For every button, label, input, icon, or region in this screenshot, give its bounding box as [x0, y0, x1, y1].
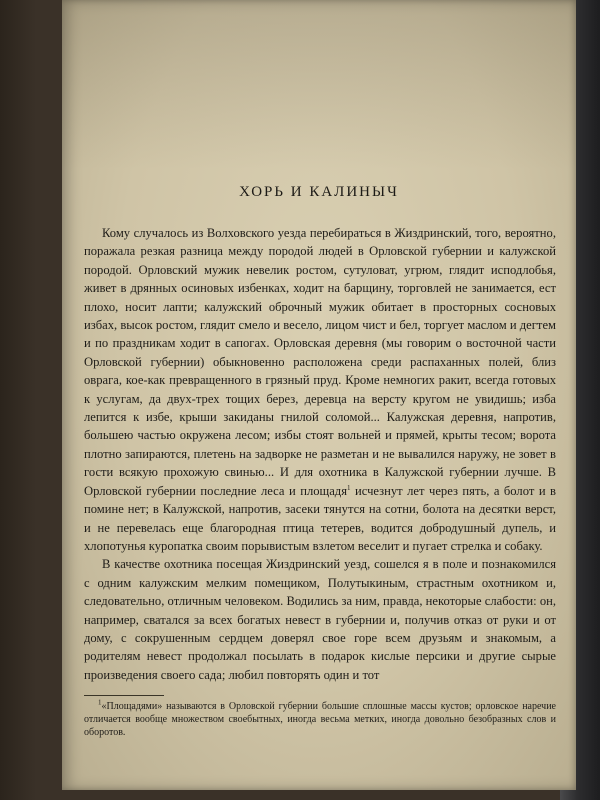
footnote-number: 1: [98, 698, 102, 707]
book-page: [62, 0, 576, 790]
footnote-text: «Площадями» называются в Орловской губернии большие сплошные массы кустов; орловское наречие отличается вообще множеством своебытных, иногда весьма метких, иногда довольно безобразных слов и оборотов.: [84, 701, 556, 738]
page-shadow: [62, 0, 576, 170]
footnote-separator: [84, 695, 164, 696]
footnote-marker: 1: [347, 483, 351, 492]
footnote: [84, 700, 556, 739]
paragraph-1: Кому случалось из Волховского уезда перебираться в Жиздринский, того, вероятно, поражала резкая разница между породой людей в Орловской губернии и калужской породой. Орловский мужик невелик ростом, сутуловат, угрюм, глядит исподлобья, живет в дрянных осиновых избенках, ходит на барщину, торговлей не занимается, ест плохо, носит лапти; калужский оброчный мужик обитает в просторных сосновых избах, высок ростом, глядит смело и весело, лицом чист и бел, торгует маслом и дегтем и по праздникам ходит в сапогах. Орловская деревня (мы говорим о восточной части Орловской губернии) обыкновенно расположена среди распаханных полей, близ оврага, кое-как превращенного в грязный пруд. Кроме немногих ракит, всегда готовых к услугам, да двух-трех тощих берез, деревца на версту кругом не увидишь; изба лепится к избе, крыши закиданы гнилой соломой... Калужская деревня, напротив, большею частью окружена лесом; избы стоят вольней и прямей, крыты тесом; ворота плотно запираются, плетень на задворке не разметан и не вывалился наружу, не зовет в гости всякую прохожую свинью... И для охотника в Калужской губернии лучше. В Орловской губернии последние леса и площадя$^1$ исчезнут лет через пять, а болот и в помине нет; в Калужской, напротив, засеки тянутся на сотни, болота на десятки верст, и не перевелась еще благородная птица тетерев, водится добродушный дупель, и хлопотунья куропатка своим порывистым взлетом веселит и пугает стрелка и собаку.: [84, 226, 556, 553]
paragraph-2: В качестве охотника посещая Жиздринский уезд, сошелся я в поле и познакомился с одним калужским мелким помещиком, Полутыкиным, страстным охотником и, следовательно, отличным человеком. Водились за ним, правда, некоторые слабости: он, например, сватался за всех богатых невест в губернии и, получив отказ от руки и от дому, с сокрушенным сердцем доверял свое горе всем друзьям и знакомым, а родителям невест продолжал посылать в подарок кислые персики и другие сырые произведения своего сада; любил повторять один и тот: [84, 557, 556, 682]
body-text: [84, 224, 556, 684]
chapter-title: ХОРЬ И КАЛИНЫЧ: [239, 184, 399, 200]
